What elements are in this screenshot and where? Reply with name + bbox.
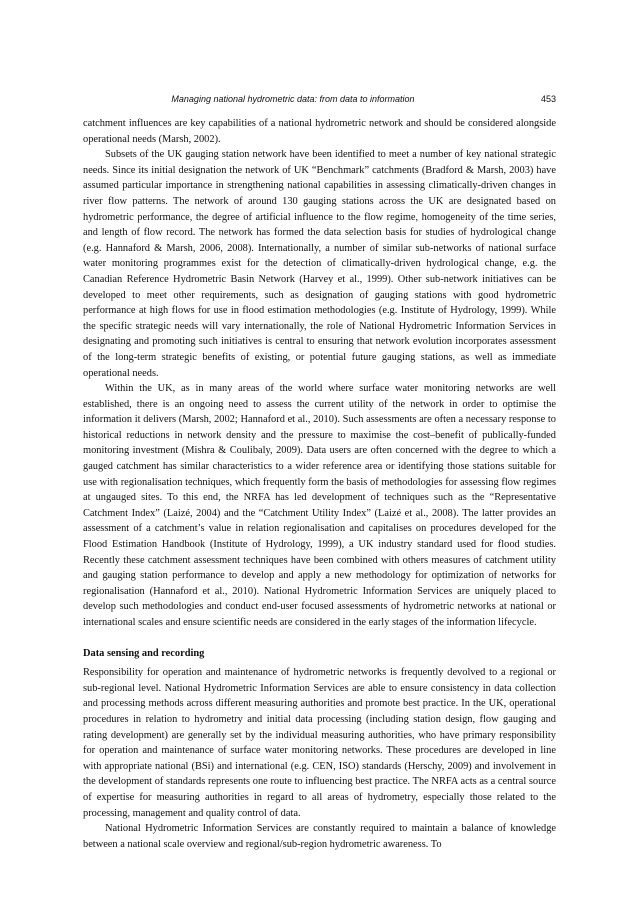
paragraph: catchment influences are key capabilities of a national hydrometric network and should be considered alongside operational needs (Marsh, 2002). xyxy=(83,118,556,145)
paragraph: Responsibility for operation and maintenance of hydrometric networks is frequently devolved to a regional or sub-regional level. National Hydrometric Information Services are able to ensure consistency in data collection and processing methods across different measuring authorities and promote best practice. In the UK, operational procedures in relation to hydrometry and initial data processing (including station design, flow gauging and rating development) are generally set by the individual measuring authorities, who have primary responsibility for operation and maintenance of surface water monitoring networks. These procedures are developed in line with appropriate national (BSi) and international (e.g. CEN, ISO) standards (Herschy, 2009) and involvement in the development of standards represents one route to influencing best practice. The NRFA acts as a central source of expertise for measuring authorities in regard to all areas of hydrometry, especially those related to the processing, management and quality control of data. xyxy=(83,667,556,819)
section-heading: Data sensing and recording xyxy=(83,647,205,659)
running-head xyxy=(83,92,556,106)
paragraph: National Hydrometric Information Services are constantly required to maintain a balance of knowledge between a national scale overview and regional/sub-region hydrometric awareness. To xyxy=(83,823,556,850)
body-text xyxy=(83,116,556,852)
paragraph: Within the UK, as in many areas of the world where surface water monitoring networks are well established, there is an ongoing need to assess the current utility of the network in order to optimise the information it delivers (Marsh, 2002; Hannaford et al., 2010). Such assessments are often a necessary response to historical reductions in network density and the pressure to maximise the cost–benefit of publically-funded monitoring investment (Mishra & Coulibaly, 2009). Data users are often concerned with the degree to which a gauged catchment has similar characteristics to a wider reference area or identifying those stations suitable for use with regionalisation techniques, which frequently form the basis of methodologies for assessing flow regimes at ungauged sites. To this end, the NRFA has led development of techniques such as the “Representative Catchment Index” (Laizé, 2004) and the “Catchment Utility Index” (Laizé et al., 2008). The latter provides an assessment of a catchment’s value in relation regionalisation and capitalises on procedures developed for the Flood Estimation Handbook (Institute of Hydrology, 1999), a UK industry standard used for flood studies. Recently these catchment assessment techniques have been combined with others measures of catchment utility and gauging station performance to develop and apply a new methodology for optimization of networks for regionalisation (Hannaford et al., 2010). National Hydrometric Information Services are uniquely placed to develop such methodologies and conduct end-user focused assessments of hydrometric networks at national or international scales and ensure scientific needs are considered in the early stages of the information lifecycle. xyxy=(83,383,556,628)
paragraph: Subsets of the UK gauging station network have been identified to meet a number of key national strategic needs. Since its initial designation the network of UK “Benchmark” catchments (Bradford & Marsh, 2003) have assumed particular importance in strengthening national capabilities in assessing climatically-driven changes in river flow patterns. The network of around 130 gauging stations across the UK are designated based on hydrometric performance, the degree of artificial influence to the flow regime, homogeneity of the time series, and length of flow record. The network has formed the data selection basis for studies of hydrological change (e.g. Hannaford & Marsh, 2006, 2008). Internationally, a number of similar sub-networks of national surface water monitoring programmes exist for the detection of climatically-driven hydrological change, e.g. the Canadian Reference Hydrometric Basin Network (Harvey et al., 1999). Other sub-network initiatives can be developed to meet other requirements, such as designation of gauging stations with good hydrometric performance at high flows for use in flood estimation methodologies (e.g. Institute of Hydrology, 1999). While the specific strategic needs will vary internationally, the role of National Hydrometric Information Services in designating and promoting such initiatives is central to ensuring that network evolution incorporates assessment of the long-term strategic benefits of existing, or potential future gauging stations, as well as immediate operational needs. xyxy=(83,149,556,379)
running-title: Managing national hydrometric data: from data to information xyxy=(171,94,415,104)
page-number: 453 xyxy=(540,94,556,104)
